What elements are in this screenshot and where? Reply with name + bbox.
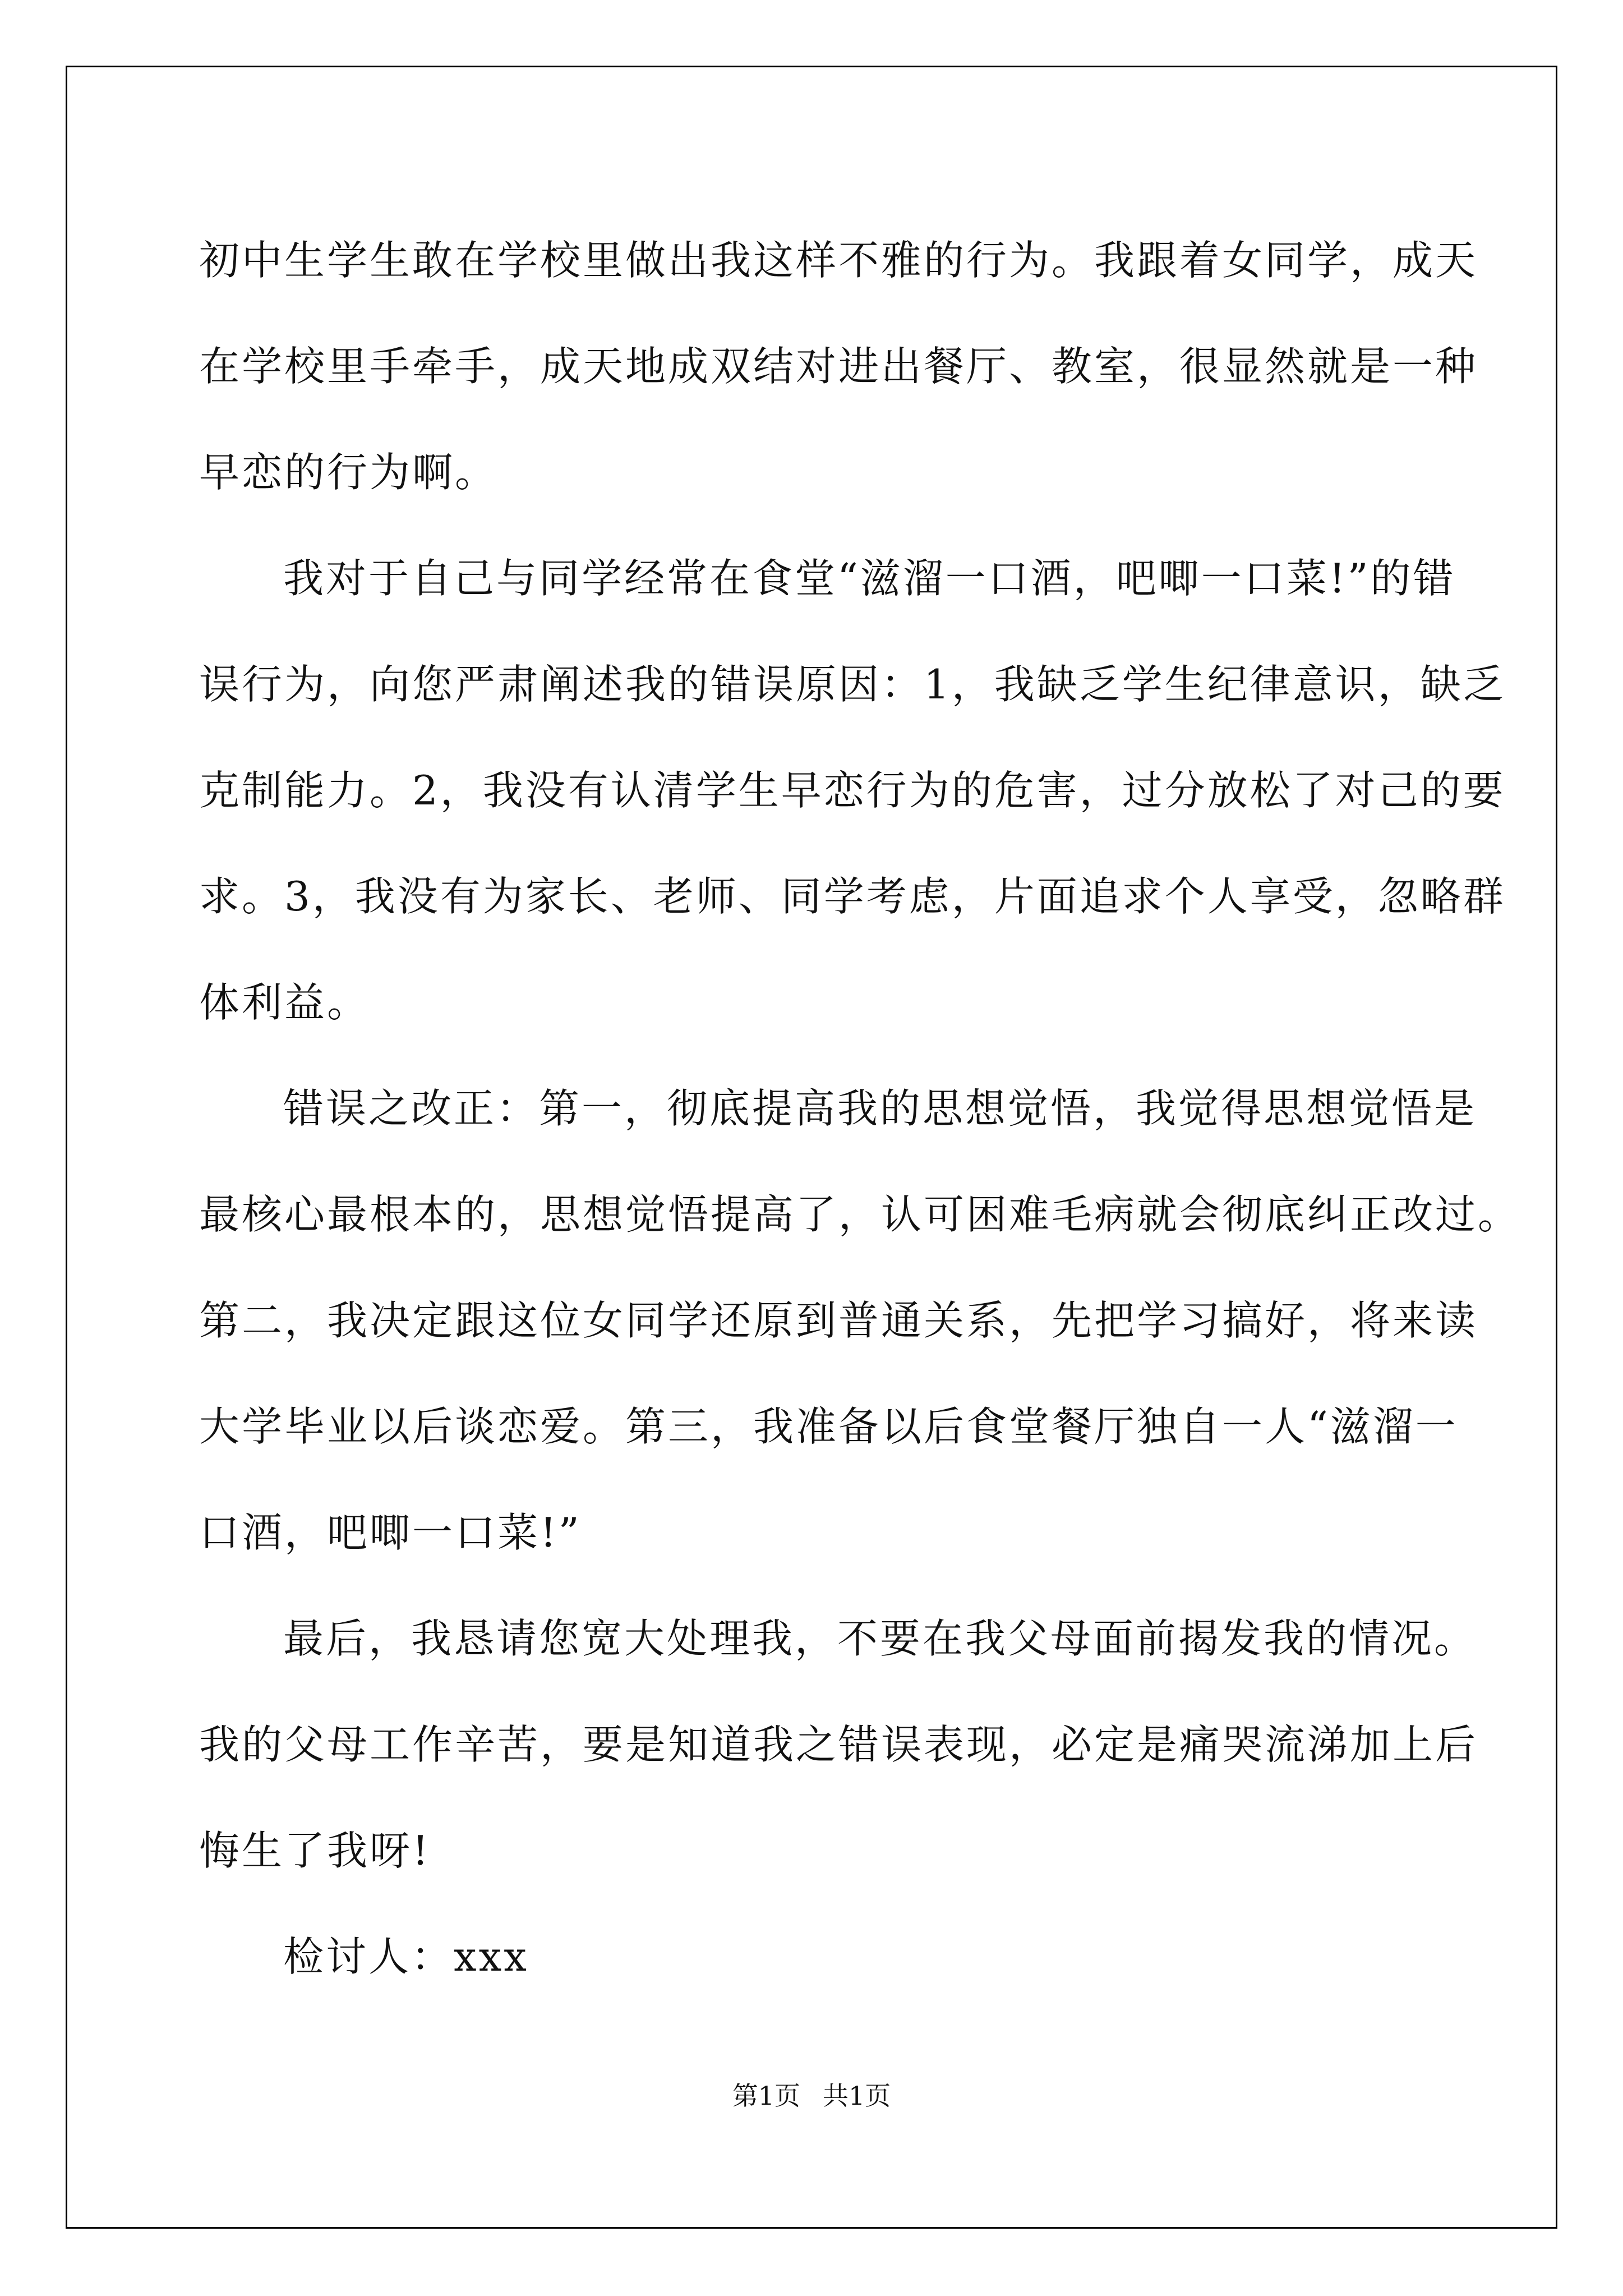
page-total: 共1页 <box>823 2081 891 2111</box>
text-line: 口酒，吧唧一口菜!” <box>199 1509 582 1556</box>
text-line: 我的父母工作辛苦，要是知道我之错误表现，必定是痛哭流涕加上后 <box>199 1721 1478 1768</box>
text-line: 最后，我恳请您宽大处理我，不要在我父母面前揭发我的情况。 <box>283 1615 1477 1662</box>
text-line: 悔生了我呀! <box>199 1827 431 1874</box>
page-number: 第1页 <box>732 2081 800 2111</box>
text-line: 体利益。 <box>199 979 370 1026</box>
text-line: 错误之改正：第一，彻底提高我的思想觉悟，我觉得思想觉悟是 <box>283 1085 1477 1132</box>
signature-line: 检讨人：xxx <box>283 1933 529 1980</box>
text-line: 误行为，向您严肃阐述我的错误原因：1，我缺乏学生纪律意识，缺乏 <box>199 661 1506 708</box>
page-footer <box>0 2076 1623 2113</box>
text-line: 在学校里手牵手，成天地成双结对进出餐厅、教室，很显然就是一种 <box>199 343 1478 390</box>
document-body <box>199 208 1521 2010</box>
text-line: 大学毕业以后谈恋爱。第三，我准备以后食堂餐厅独自一人“滋溜一 <box>199 1403 1458 1450</box>
text-line: 早恋的行为啊。 <box>199 449 498 496</box>
text-line: 我对于自己与同学经常在食堂“滋溜一口酒，吧唧一口菜!”的错 <box>283 555 1456 602</box>
text-line: 克制能力。2，我没有认清学生早恋行为的危害，过分放松了对己的要 <box>199 767 1506 814</box>
text-line: 最核心最根本的，思想觉悟提高了，认可困难毛病就会彻底纠正改过。 <box>199 1191 1521 1238</box>
text-line: 初中生学生敢在学校里做出我这样不雅的行为。我跟着女同学，成天 <box>199 237 1478 284</box>
text-line: 第二，我决定跟这位女同学还原到普通关系，先把学习搞好，将来读 <box>199 1297 1478 1344</box>
text-line: 求。3，我没有为家长、老师、同学考虑，片面追求个人享受，忽略群 <box>199 873 1506 920</box>
